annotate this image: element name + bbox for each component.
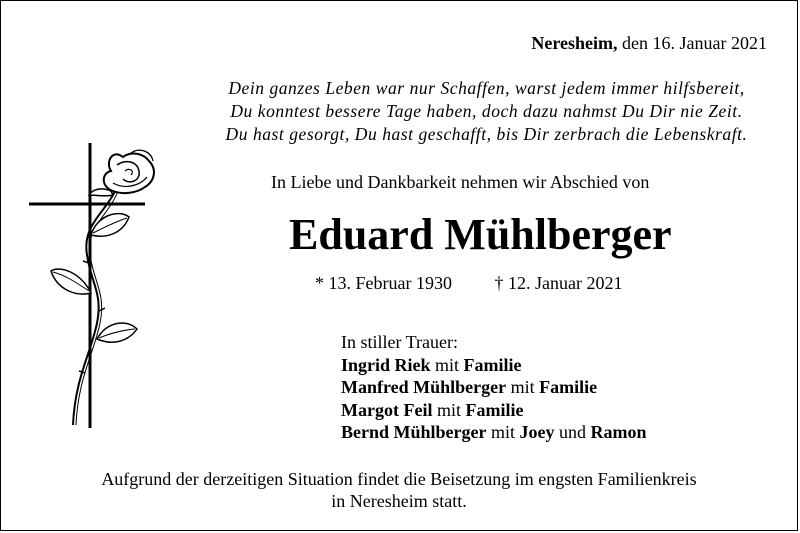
date-line xyxy=(531,32,767,54)
mourner-companion: Ramon xyxy=(590,422,647,442)
poem-line: Du hast gesorgt, Du hast geschafft, bis Dir zerbrach die Lebenskraft. xyxy=(225,124,748,144)
rose-sepal xyxy=(89,189,113,196)
mourners-heading: In stiller Trauer: xyxy=(341,332,458,352)
mourner-connector: mit xyxy=(491,422,516,442)
mourner-connector: und xyxy=(559,422,587,442)
farewell-intro: In Liebe und Dankbarkeit nehmen wir Abschied von xyxy=(271,172,650,192)
mourner-name: Ingrid Riek xyxy=(341,354,431,375)
mourner-connector: mit xyxy=(510,377,535,397)
death-date: † 12. Januar 2021 xyxy=(494,273,623,293)
mourners-list xyxy=(341,331,647,444)
mourner-family: Familie xyxy=(539,377,598,397)
closing-line: Aufgrund der derzeitigen Situation findet die Beisetzung im engsten Familienkreis xyxy=(101,469,697,489)
poem-line: Du konntest bessere Tage haben, doch dazu nahmst Du Dir nie Zeit. xyxy=(230,101,743,121)
mourner-row xyxy=(341,376,647,399)
closing-note xyxy=(1,468,797,512)
poem-line: Dein ganzes Leben war nur Schaffen, warst jedem immer hilfsbereit, xyxy=(228,78,745,98)
notice-date: den 16. Januar 2021 xyxy=(622,33,767,53)
deceased-name: Eduard Mühlberger xyxy=(289,210,672,259)
closing-line: in Neresheim statt. xyxy=(331,491,467,511)
mourner-name: Margot Feil xyxy=(341,399,433,420)
rose-bloom xyxy=(104,154,154,194)
mourner-row xyxy=(341,421,647,444)
rose-thorn xyxy=(79,371,85,373)
mourner-family: Familie xyxy=(465,399,524,420)
mourner-name: Manfred Mühlberger xyxy=(341,377,507,397)
mourner-name: Bernd Mühlberger xyxy=(341,422,487,442)
mourner-connector: mit xyxy=(436,399,461,420)
mourner-family: Familie xyxy=(463,354,522,375)
birth-date: * 13. Februar 1930 xyxy=(315,273,452,293)
cross-with-rose-icon xyxy=(27,143,167,428)
mourner-companion: Joey xyxy=(519,422,555,442)
life-dates xyxy=(315,272,622,294)
rose-leaf-lower xyxy=(97,323,137,342)
place-name: Neresheim, xyxy=(531,33,618,53)
mourner-row xyxy=(341,399,647,422)
poem xyxy=(1,77,797,146)
mourner-connector: mit xyxy=(435,354,460,375)
mourner-row xyxy=(341,354,647,377)
